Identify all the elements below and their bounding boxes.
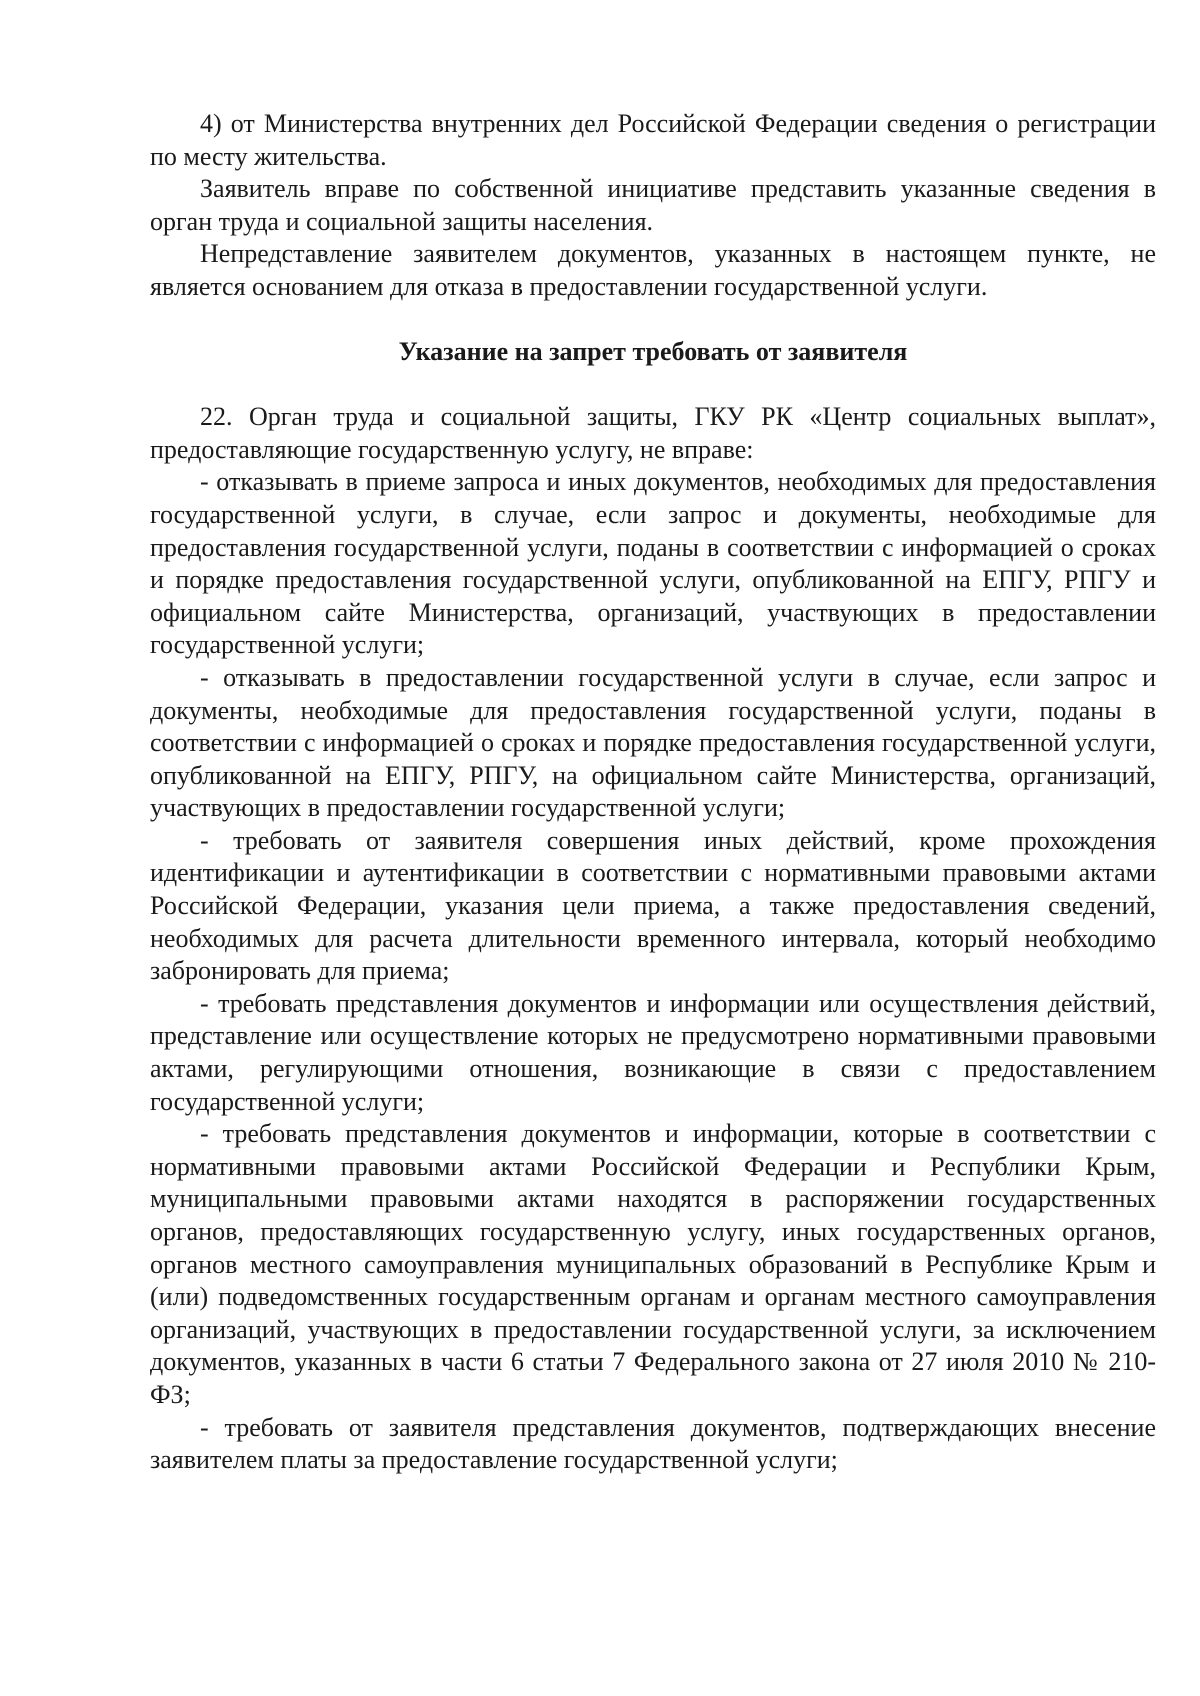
paragraph-non-submission: Непредставление заявителем документов, указанных в настоящем пункте, не является основанием для отказа в предоставлении государственной услуги. xyxy=(150,239,1156,301)
list-item-refuse-acceptance: - отказывать в приеме запроса и иных документов, необходимых для предоставления государственной услуги, в случае, если запрос и документы, необходимые для предоставления государственной услуги, поданы в соответствии с информацией о сроках и порядке предоставления государственной услуги, опубликованной на ЕПГУ, РПГУ и официальном сайте Министерства, организаций, участвующих в предоставлении государственной услуги; xyxy=(150,467,1156,660)
list-item-payment-proof: - требовать от заявителя представления документов, подтверждающих внесение заявителем платы за предоставление государственной услуги; xyxy=(150,1412,1156,1475)
document-page xyxy=(150,108,1156,1477)
list-item-refuse-service: - отказывать в предоставлении государственной услуги в случае, если запрос и документы, необходимые для предоставления государственной услуги, поданы в соответствии с информацией о сроках и порядке предоставления государственной услуги, опубликованной на ЕПГУ, РПГУ, на официальном сайте Министерства, организаций, участвующих в предоставлении государственной услуги; xyxy=(150,662,1156,823)
list-item-docs-in-possession: - требовать представления документов и информации, которые в соответствии с нормативными правовыми актами Российской Федерации и Республики Крым, муниципальными правовыми актами находятся в распоряжении государственных органов, предоставляющих государственную услугу, иных государственных органов, органов местного самоуправления муниципальных образований в Республике Крым и (или) подведомственных государственным органам и органам местного самоуправления организаций, участвующих в предоставлении государственной услуги, за исключением документов, указанных в части 6 статьи 7 Федерального закона от 27 июля 2010 № 210-ФЗ; xyxy=(150,1119,1156,1409)
paragraph-applicant-right: Заявитель вправе по собственной инициативе представить указанные сведения в орган труда и социальной защиты населения. xyxy=(150,174,1156,236)
paragraph-item-22: 22. Орган труда и социальной защиты, ГКУ РК «Центр социальных выплат», предоставляющие государственную услугу, не вправе: xyxy=(150,402,1156,464)
section-heading: Указание на запрет требовать от заявителя xyxy=(398,336,908,366)
list-item-other-actions: - требовать от заявителя совершения иных действий, кроме прохождения идентификации и аутентификации в соответствии с нормативными правовыми актами Российской Федерации, указания цели приема, а также предоставления сведений, необходимых для расчета длительности временного интервала, который необходимо забронировать для приема; xyxy=(150,825,1156,986)
paragraph-mvd-info: 4) от Министерства внутренних дел Российской Федерации сведения о регистрации по месту жительства. xyxy=(150,109,1156,171)
list-item-unregulated-docs: - требовать представления документов и информации или осуществления действий, представление или осуществление которых не предусмотрено нормативными правовыми актами, регулирующими отношения, возникающие в связи с предоставлением государственной услуги; xyxy=(150,988,1156,1116)
